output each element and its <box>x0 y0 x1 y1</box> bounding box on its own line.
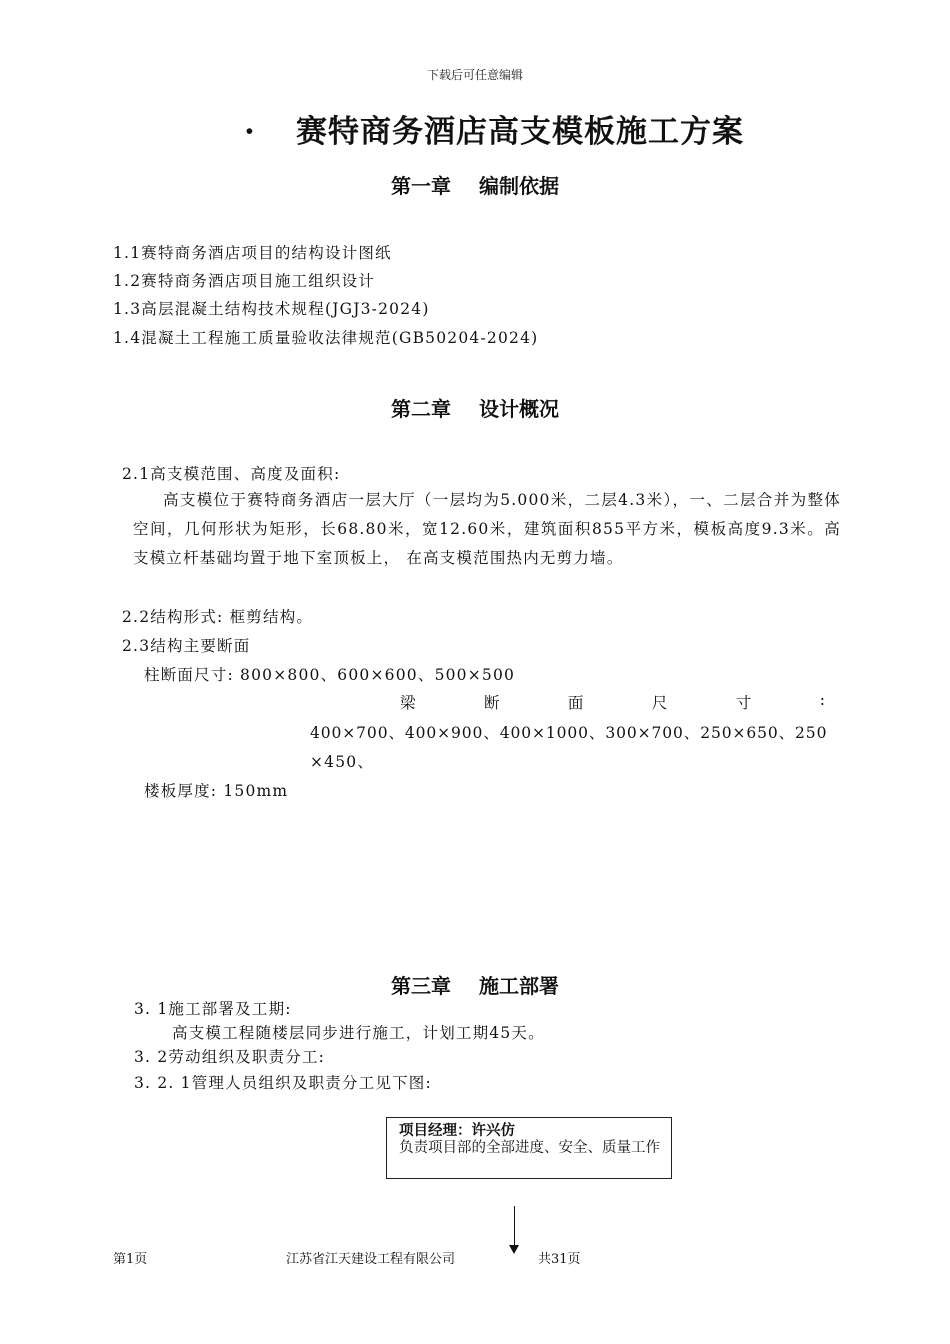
section-3-2-title: 3. 2劳动组织及职责分工: <box>134 1048 326 1066</box>
beam-dimension-label <box>400 691 825 713</box>
basis-item-1: 1.1赛特商务酒店项目的结构设计图纸 <box>113 244 392 262</box>
footer-page-number: 第1页 <box>113 1252 148 1267</box>
beam-label-char: 尺 <box>651 694 668 712</box>
basis-item-3: 1.3高层混凝土结构技术规程(JGJ3-2024) <box>113 300 430 318</box>
section-2-1-body: 高支模位于赛特商务酒店一层大厅（一层均为5.000米，二层4.3米），一、二层合并为整体空间，几何形状为矩形，长68.80米，宽12.60米，建筑面积855平方米，模板高度9.3米。高支模立杆基础均置于地下室顶板上， 在高支模范围热内无剪力墙。 <box>133 491 841 567</box>
chapter-3-label: 第三章 <box>391 974 451 998</box>
document-title <box>244 106 744 151</box>
section-2-1-title: 2.1高支模范围、高度及面积: <box>122 465 341 483</box>
section-2-2: 2.2结构形式: 框剪结构。 <box>122 608 314 626</box>
arrow-down-icon <box>509 1245 519 1254</box>
beam-label-char: 断 <box>483 694 500 712</box>
chapter-3-heading <box>0 970 950 999</box>
beam-dimension-values: 400×700、400×900、400×1000、300×700、250×650、250 <box>310 724 828 742</box>
beam-label-char: 面 <box>567 694 584 712</box>
section-2-3-title: 2.3结构主要断面 <box>122 637 251 655</box>
header-note: 下载后可任意编辑 <box>426 68 523 82</box>
project-manager-duty: 负责项目部的全部进度、安全、质量工作 <box>399 1140 660 1156</box>
beam-label-char: 梁 <box>400 694 416 712</box>
chapter-2-heading <box>0 393 950 422</box>
project-manager-name: 项目经理：许兴仿 <box>399 1123 515 1139</box>
title-text: 赛特商务酒店高支模板施工方案 <box>296 114 744 150</box>
chapter-2-label: 第二章 <box>391 397 451 421</box>
footer-total-pages: 共31页 <box>538 1252 581 1267</box>
footer-company: 江苏省江天建设工程有限公司 <box>286 1252 456 1267</box>
beam-label-char: : <box>819 691 825 709</box>
org-chart-box-project-manager <box>386 1117 672 1179</box>
basis-item-2: 1.2赛特商务酒店项目施工组织设计 <box>113 272 376 290</box>
column-dimensions: 柱断面尺寸: 800×800、600×600、500×500 <box>144 666 516 684</box>
beam-dimension-values-cont: ×450、 <box>310 753 375 771</box>
chapter-1-label: 第一章 <box>391 174 451 198</box>
chapter-3-title: 施工部署 <box>479 974 559 998</box>
section-3-2-1-title: 3. 2. 1管理人员组织及职责分工见下图: <box>134 1074 432 1092</box>
beam-label-char: 寸 <box>735 694 752 712</box>
org-chart-connector <box>514 1206 515 1246</box>
chapter-2-title: 设计概况 <box>479 397 559 421</box>
section-3-1-body: 高支模工程随楼层同步进行施工，计划工期45天。 <box>172 1024 545 1042</box>
slab-thickness: 楼板厚度: 150mm <box>144 782 289 800</box>
title-bullet: · <box>244 114 256 150</box>
chapter-1-title: 编制依据 <box>479 174 559 198</box>
basis-item-4: 1.4混凝土工程施工质量验收法律规范(GB50204-2024) <box>113 329 539 347</box>
chapter-1-heading <box>0 170 950 199</box>
section-3-1-title: 3. 1施工部署及工期: <box>134 1000 292 1018</box>
